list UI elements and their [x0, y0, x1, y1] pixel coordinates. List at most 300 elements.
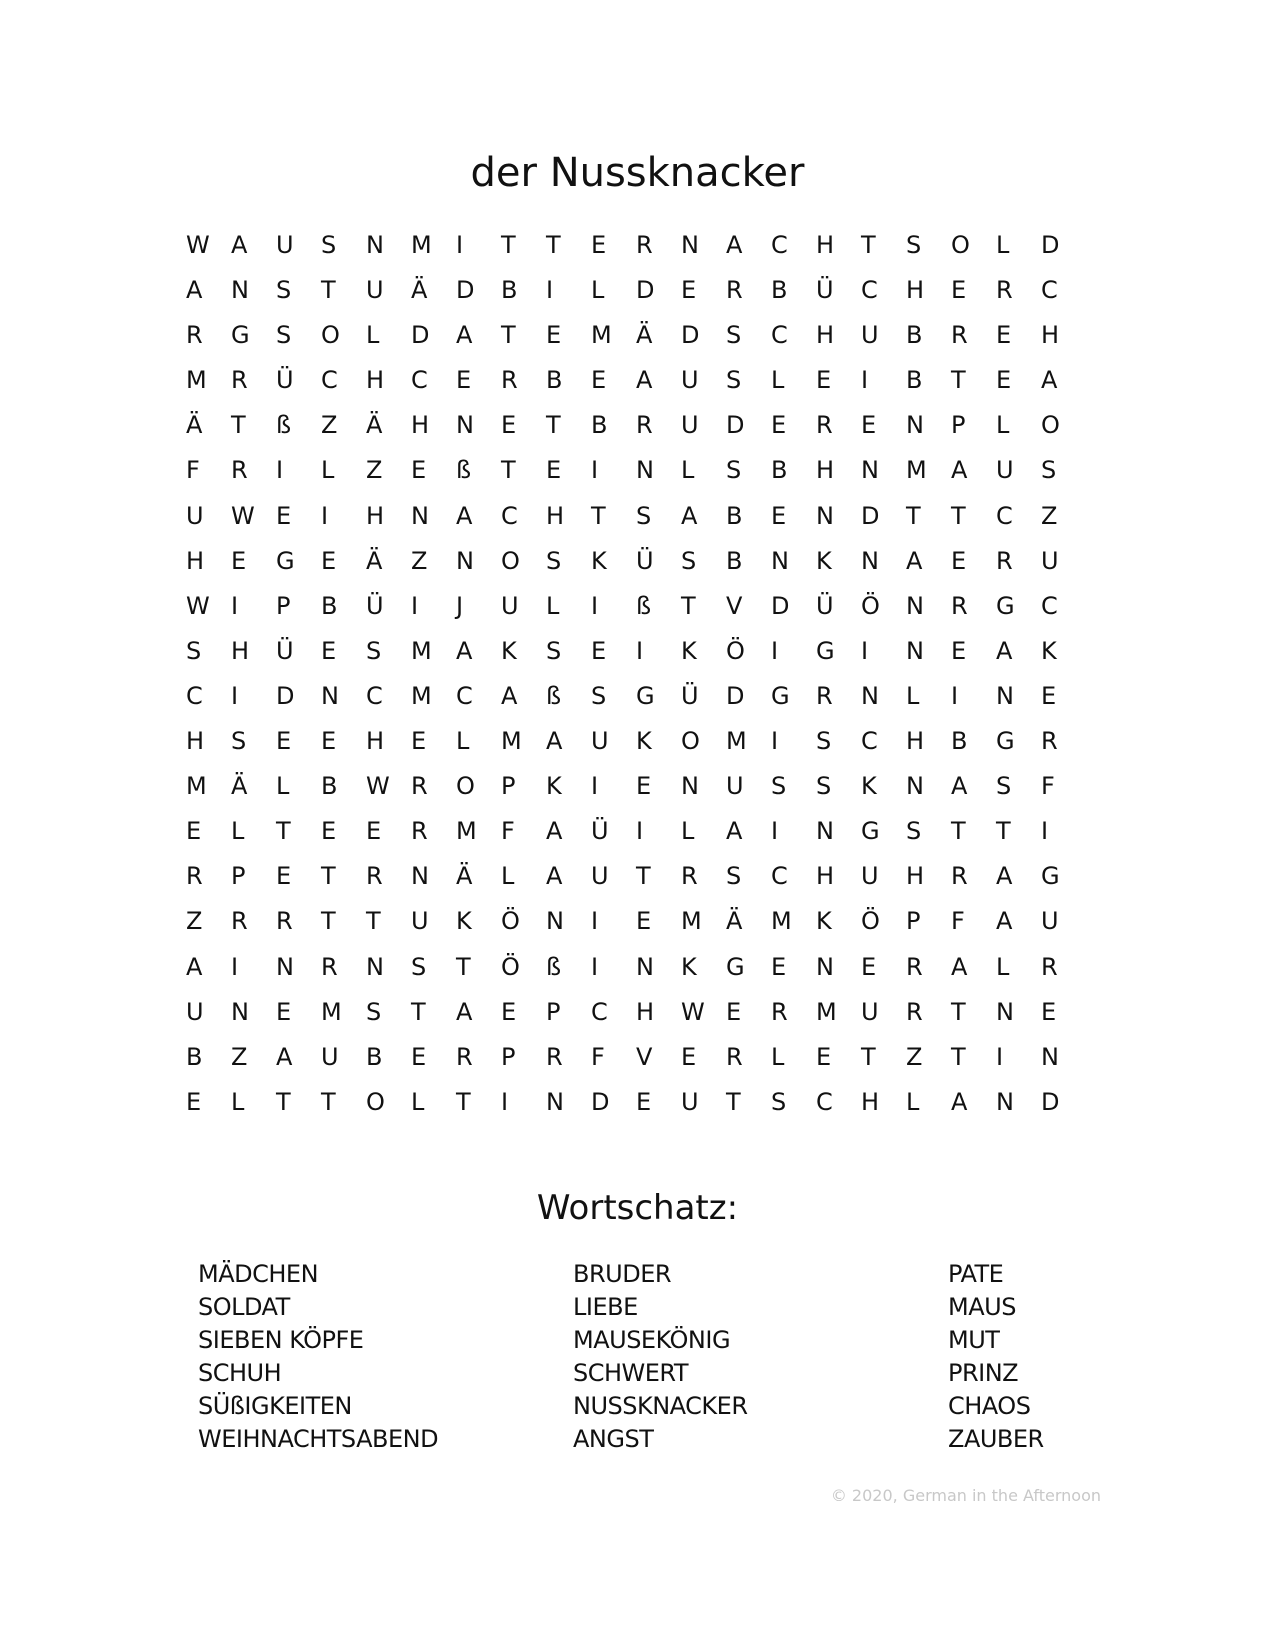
grid-letter: A	[951, 952, 968, 981]
grid-letter: K	[681, 952, 697, 981]
grid-letter: T	[456, 1087, 471, 1116]
grid-letter: I	[771, 817, 779, 846]
grid-letter: M	[186, 772, 207, 801]
wordbank-column-2	[573, 1258, 748, 1456]
wordbank-word: CHAOS	[948, 1392, 1031, 1420]
grid-letter: D	[771, 591, 790, 620]
grid-letter: M	[501, 727, 522, 756]
grid-letter: I	[636, 817, 644, 846]
grid-letter: N	[636, 456, 654, 485]
grid-letter: I	[861, 636, 869, 665]
grid-letter: O	[321, 321, 340, 350]
grid-letter: U	[366, 276, 384, 305]
grid-letter: R	[411, 817, 428, 846]
grid-letter: A	[681, 501, 698, 530]
grid-letter: T	[951, 501, 966, 530]
grid-letter: E	[186, 1087, 202, 1116]
grid-letter: Ä	[366, 546, 383, 575]
grid-letter: Ü	[366, 591, 384, 620]
grid-letter: E	[591, 636, 607, 665]
grid-letter: C	[861, 276, 878, 305]
grid-letter: I	[321, 501, 329, 530]
grid-letter: L	[546, 591, 560, 620]
grid-letter: K	[816, 907, 832, 936]
grid-letter: Ö	[501, 907, 520, 936]
grid-letter: E	[681, 276, 697, 305]
grid-letter: A	[951, 772, 968, 801]
grid-letter: T	[276, 817, 291, 846]
grid-letter: T	[546, 231, 561, 259]
grid-letter: T	[366, 907, 381, 936]
grid-letter: H	[546, 501, 565, 530]
grid-letter: A	[546, 817, 563, 846]
grid-letter: C	[816, 1087, 833, 1116]
grid-letter: N	[276, 952, 294, 981]
grid-letter: A	[456, 997, 473, 1026]
grid-letter: C	[591, 997, 608, 1026]
grid-letter: E	[546, 456, 562, 485]
grid-letter: I	[231, 591, 239, 620]
grid-letter: I	[591, 591, 599, 620]
grid-letter: P	[501, 772, 516, 801]
grid-letter: C	[771, 321, 788, 350]
grid-letter: I	[951, 681, 959, 710]
grid-letter: K	[816, 546, 832, 575]
grid-letter: B	[906, 366, 923, 395]
grid-letter: F	[501, 817, 515, 846]
grid-letter: R	[1041, 727, 1058, 756]
grid-letter: E	[501, 411, 517, 440]
grid-letter: D	[861, 501, 880, 530]
grid-letter: S	[771, 772, 787, 801]
grid-letter: C	[996, 501, 1013, 530]
grid-letter: A	[186, 276, 203, 305]
grid-letter: N	[816, 501, 834, 530]
wordbank-word: MAUSEKÖNIG	[573, 1326, 731, 1354]
grid-letter: A	[456, 501, 473, 530]
page-title: der Nussknacker	[470, 150, 805, 196]
grid-letter: I	[1041, 817, 1049, 846]
grid-letter: Ä	[186, 411, 203, 440]
grid-letter: U	[726, 772, 744, 801]
grid-letter: T	[951, 997, 966, 1026]
grid-letter: N	[861, 681, 879, 710]
grid-letter: N	[321, 681, 339, 710]
grid-letter: I	[546, 276, 554, 305]
grid-letter: S	[276, 276, 292, 305]
grid-letter: N	[546, 907, 564, 936]
grid-letter: N	[681, 231, 699, 259]
grid-letter: L	[411, 1087, 425, 1116]
grid-letter: F	[1041, 772, 1055, 801]
grid-letter: F	[951, 907, 965, 936]
grid-letter: B	[591, 411, 608, 440]
grid-letter: F	[186, 456, 200, 485]
grid-letter: S	[726, 456, 742, 485]
grid-letter: Ü	[816, 591, 834, 620]
grid-letter: H	[1041, 321, 1060, 350]
grid-letter: B	[951, 727, 968, 756]
grid-letter: E	[591, 366, 607, 395]
grid-letter: T	[501, 321, 516, 350]
grid-letter: I	[276, 456, 284, 485]
grid-letter: E	[321, 817, 337, 846]
grid-letter: U	[321, 1042, 339, 1071]
grid-letter: Ö	[861, 907, 880, 936]
grid-letter: V	[726, 591, 743, 620]
grid-letter: U	[276, 231, 294, 259]
wordbank-word: NUSSKNACKER	[573, 1392, 748, 1420]
grid-letter: D	[456, 276, 475, 305]
grid-letter: E	[411, 456, 427, 485]
grid-letter: K	[636, 727, 652, 756]
grid-letter: E	[546, 321, 562, 350]
grid-letter: C	[771, 231, 788, 259]
grid-letter: M	[456, 817, 477, 846]
grid-letter: E	[771, 952, 787, 981]
grid-letter: N	[366, 231, 384, 259]
grid-letter: L	[591, 276, 605, 305]
grid-letter: W	[186, 231, 210, 259]
grid-letter: U	[861, 997, 879, 1026]
grid-letter: R	[186, 862, 203, 891]
grid-letter: A	[231, 231, 248, 259]
grid-letter: T	[546, 411, 561, 440]
grid-letter: Z	[186, 907, 203, 936]
grid-letter: L	[996, 231, 1010, 259]
grid-letter: R	[636, 411, 653, 440]
grid-letter: ß	[636, 591, 652, 620]
grid-letter: T	[321, 1087, 336, 1116]
grid-letter: U	[591, 862, 609, 891]
grid-letter: T	[726, 1087, 741, 1116]
grid-letter: T	[276, 1087, 291, 1116]
grid-letter: C	[186, 681, 203, 710]
grid-letter: T	[861, 1042, 876, 1071]
grid-letter: B	[771, 456, 788, 485]
grid-letter: R	[186, 321, 203, 350]
grid-letter: S	[906, 817, 922, 846]
grid-letter: C	[321, 366, 338, 395]
grid-letter: L	[276, 772, 290, 801]
letter-grid	[186, 232, 1086, 1134]
grid-letter: I	[771, 727, 779, 756]
grid-letter: E	[276, 501, 292, 530]
grid-letter: H	[186, 727, 205, 756]
grid-letter: E	[186, 817, 202, 846]
grid-letter: N	[411, 862, 429, 891]
grid-letter: S	[816, 772, 832, 801]
grid-letter: U	[861, 862, 879, 891]
grid-letter: M	[816, 997, 837, 1026]
grid-letter: F	[591, 1042, 605, 1071]
grid-letter: I	[231, 681, 239, 710]
grid-letter: B	[321, 591, 338, 620]
grid-letter: Ü	[636, 546, 654, 575]
grid-letter: E	[951, 636, 967, 665]
grid-letter: S	[906, 231, 922, 259]
grid-letter: T	[411, 997, 426, 1026]
grid-letter: Ü	[276, 366, 294, 395]
grid-letter: R	[906, 997, 923, 1026]
grid-letter: N	[906, 411, 924, 440]
grid-letter: E	[996, 321, 1012, 350]
grid-letter: I	[591, 907, 599, 936]
grid-letter: S	[726, 862, 742, 891]
grid-letter: H	[861, 1087, 880, 1116]
grid-letter: N	[996, 1087, 1014, 1116]
grid-letter: G	[996, 727, 1015, 756]
grid-letter: U	[681, 366, 699, 395]
grid-letter: N	[231, 276, 249, 305]
grid-letter: A	[186, 952, 203, 981]
grid-letter: E	[501, 997, 517, 1026]
grid-letter: U	[861, 321, 879, 350]
grid-letter: K	[861, 772, 877, 801]
grid-letter: D	[1041, 231, 1060, 259]
grid-letter: D	[636, 276, 655, 305]
grid-letter: Ö	[501, 952, 520, 981]
grid-letter: L	[771, 1042, 785, 1071]
grid-letter: E	[321, 546, 337, 575]
grid-letter: M	[321, 997, 342, 1026]
grid-letter: N	[906, 636, 924, 665]
grid-letter: E	[771, 501, 787, 530]
grid-letter: S	[411, 952, 427, 981]
grid-letter: C	[1041, 276, 1058, 305]
grid-letter: L	[231, 1087, 245, 1116]
grid-letter: E	[321, 636, 337, 665]
grid-letter: B	[366, 1042, 383, 1071]
grid-letter: H	[186, 546, 205, 575]
grid-letter: R	[816, 411, 833, 440]
grid-letter: E	[276, 862, 292, 891]
grid-letter: U	[681, 411, 699, 440]
grid-letter: G	[726, 952, 745, 981]
grid-letter: M	[726, 727, 747, 756]
grid-letter: O	[501, 546, 520, 575]
grid-letter: R	[816, 681, 833, 710]
grid-letter: L	[681, 817, 695, 846]
grid-letter: Ü	[681, 681, 699, 710]
grid-letter: U	[186, 997, 204, 1026]
grid-letter: W	[231, 501, 255, 530]
grid-letter: E	[591, 231, 607, 259]
grid-letter: E	[861, 952, 877, 981]
grid-letter: K	[456, 907, 472, 936]
wordbank-word: SCHUH	[198, 1359, 282, 1387]
grid-letter: K	[546, 772, 562, 801]
grid-letter: Z	[906, 1042, 923, 1071]
grid-letter: K	[591, 546, 607, 575]
grid-letter: U	[591, 727, 609, 756]
grid-letter: K	[681, 636, 697, 665]
grid-letter: V	[636, 1042, 653, 1071]
grid-letter: R	[231, 907, 248, 936]
grid-letter: S	[996, 772, 1012, 801]
grid-letter: S	[231, 727, 247, 756]
grid-letter: D	[411, 321, 430, 350]
grid-letter: L	[231, 817, 245, 846]
grid-letter: C	[1041, 591, 1058, 620]
grid-letter: M	[906, 456, 927, 485]
grid-letter: O	[366, 1087, 385, 1116]
grid-letter: A	[456, 321, 473, 350]
grid-letter: T	[996, 817, 1011, 846]
grid-letter: C	[411, 366, 428, 395]
grid-letter: E	[681, 1042, 697, 1071]
grid-letter: A	[546, 862, 563, 891]
grid-letter: ß	[546, 681, 562, 710]
grid-letter: D	[681, 321, 700, 350]
grid-letter: E	[411, 727, 427, 756]
grid-letter: S	[276, 321, 292, 350]
grid-letter: Ä	[366, 411, 383, 440]
grid-letter: G	[771, 681, 790, 710]
wordbank-word: PRINZ	[948, 1359, 1019, 1387]
grid-letter: T	[681, 591, 696, 620]
grid-letter: C	[501, 501, 518, 530]
grid-letter: H	[636, 997, 655, 1026]
grid-letter: E	[816, 366, 832, 395]
grid-letter: D	[726, 681, 745, 710]
grid-letter: O	[681, 727, 700, 756]
wordbank-word: LIEBE	[573, 1293, 638, 1321]
grid-letter: D	[276, 681, 295, 710]
grid-letter: I	[591, 952, 599, 981]
grid-letter: M	[411, 681, 432, 710]
grid-letter: H	[906, 862, 925, 891]
grid-letter: R	[366, 862, 383, 891]
grid-letter: S	[771, 1087, 787, 1116]
grid-letter: L	[906, 681, 920, 710]
grid-letter: L	[996, 411, 1010, 440]
grid-letter: I	[231, 952, 239, 981]
grid-letter: L	[771, 366, 785, 395]
grid-letter: L	[456, 727, 470, 756]
grid-letter: I	[501, 1087, 509, 1116]
grid-letter: Ä	[636, 321, 653, 350]
grid-letter: S	[1041, 456, 1057, 485]
grid-letter: U	[996, 456, 1014, 485]
grid-letter: A	[951, 1087, 968, 1116]
grid-letter: I	[636, 636, 644, 665]
grid-letter: H	[906, 727, 925, 756]
grid-letter: M	[681, 907, 702, 936]
grid-letter: R	[951, 321, 968, 350]
grid-letter: L	[681, 456, 695, 485]
grid-letter: T	[321, 907, 336, 936]
grid-letter: K	[501, 636, 517, 665]
grid-letter: W	[186, 591, 210, 620]
grid-letter: B	[771, 276, 788, 305]
wordbank-title: Wortschatz:	[536, 1188, 739, 1228]
grid-letter: ß	[546, 952, 562, 981]
grid-letter: O	[456, 772, 475, 801]
wordbank-word: SCHWERT	[573, 1359, 689, 1387]
wordbank-word: PATE	[948, 1260, 1004, 1288]
grid-letter: N	[771, 546, 789, 575]
grid-letter: Z	[231, 1042, 248, 1071]
grid-letter: R	[1041, 952, 1058, 981]
grid-letter: K	[1041, 636, 1057, 665]
grid-letter: B	[501, 276, 518, 305]
grid-letter: O	[951, 231, 970, 259]
grid-letter: P	[906, 907, 921, 936]
grid-letter: B	[726, 501, 743, 530]
grid-letter: A	[996, 636, 1013, 665]
grid-letter: S	[591, 681, 607, 710]
grid-letter: Z	[366, 456, 383, 485]
grid-letter: P	[276, 591, 291, 620]
grid-letter: I	[591, 772, 599, 801]
wordbank-word: ZAUBER	[948, 1425, 1044, 1453]
grid-letter: E	[636, 1087, 652, 1116]
grid-letter: G	[636, 681, 655, 710]
grid-letter: W	[681, 997, 705, 1026]
grid-letter: M	[771, 907, 792, 936]
grid-letter: R	[951, 591, 968, 620]
grid-letter: C	[366, 681, 383, 710]
grid-letter: S	[366, 997, 382, 1026]
grid-letter: P	[501, 1042, 516, 1071]
grid-letter: P	[546, 997, 561, 1026]
grid-letter: R	[636, 231, 653, 259]
grid-letter: E	[636, 907, 652, 936]
grid-letter: L	[366, 321, 380, 350]
grid-letter: T	[501, 456, 516, 485]
grid-letter: R	[231, 366, 248, 395]
grid-letter: A	[906, 546, 923, 575]
grid-letter: L	[321, 456, 335, 485]
grid-letter: E	[366, 817, 382, 846]
grid-letter: Z	[321, 411, 338, 440]
grid-letter: D	[726, 411, 745, 440]
grid-letter: ß	[276, 411, 292, 440]
wordbank-word: MUT	[948, 1326, 1000, 1354]
grid-letter: H	[366, 727, 385, 756]
grid-letter: R	[501, 366, 518, 395]
grid-letter: U	[411, 907, 429, 936]
grid-letter: Z	[1041, 501, 1058, 530]
grid-letter: A	[1041, 366, 1058, 395]
grid-letter: N	[996, 997, 1014, 1026]
grid-letter: M	[591, 321, 612, 350]
grid-letter: C	[771, 862, 788, 891]
grid-letter: C	[456, 681, 473, 710]
grid-letter: Ö	[726, 636, 745, 665]
grid-letter: A	[996, 862, 1013, 891]
grid-letter: N	[411, 501, 429, 530]
grid-letter: G	[861, 817, 880, 846]
grid-letter: T	[951, 366, 966, 395]
grid-letter: R	[726, 1042, 743, 1071]
grid-letter: G	[816, 636, 835, 665]
grid-letter: N	[636, 952, 654, 981]
grid-letter: N	[861, 456, 879, 485]
grid-letter: E	[1041, 997, 1057, 1026]
grid-letter: S	[681, 546, 697, 575]
grid-letter: N	[681, 772, 699, 801]
grid-letter: T	[951, 1042, 966, 1071]
grid-letter: E	[996, 366, 1012, 395]
grid-letter: E	[321, 727, 337, 756]
grid-letter: L	[906, 1087, 920, 1116]
grid-letter: E	[861, 411, 877, 440]
grid-letter: N	[861, 546, 879, 575]
grid-letter: D	[1041, 1087, 1060, 1116]
grid-letter: Ä	[456, 862, 473, 891]
